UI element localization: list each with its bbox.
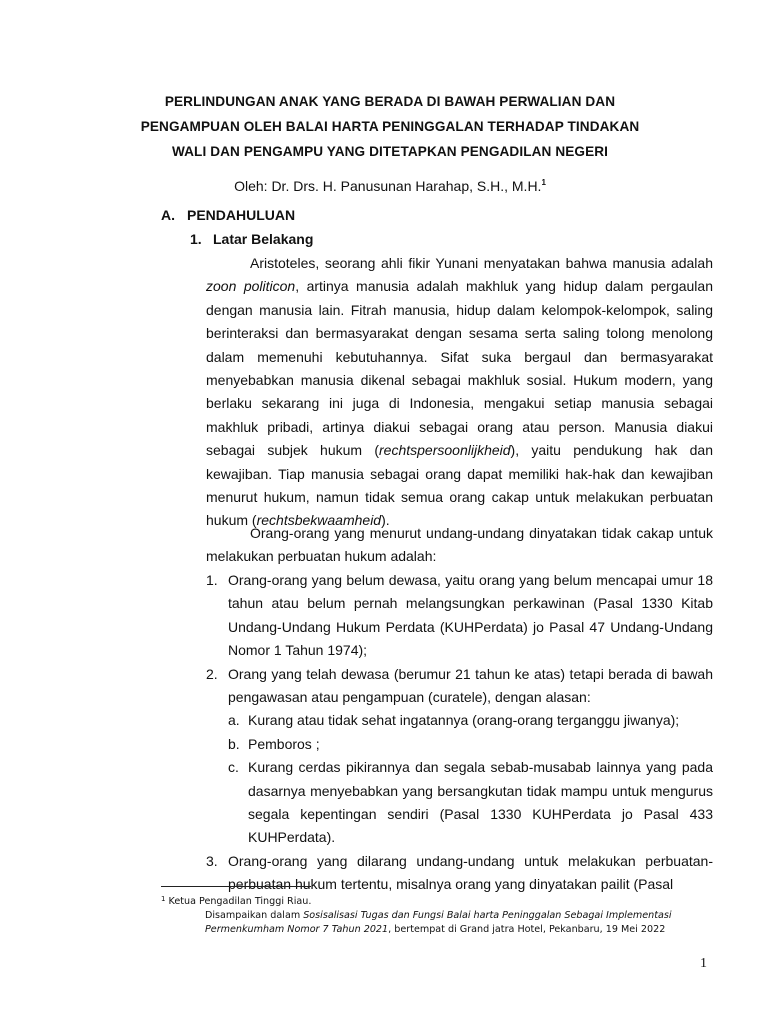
list-item-number: 1.	[206, 572, 218, 588]
para1-text-2: , artinya manusia adalah makhluk yang hidup dalam pergaulan dengan manusia lain. Fitrah manusia, hidup dalam kelompok-kelompok, saling berinteraksi dan bermasyarakat dengan sesama serta saling tolong menolong dalam memenuhi kebutuhannya. Sifat suka bergaul dan bermasyarakat menyebabkan manusia dikenal sebagai makhluk sosial. Hukum modern, yang berlaku sekarang ini juga di Indonesia, mengakui setiap manusia sebagai makhluk pribadi, artinya diakui sebagai orang atau person. Manusia diakui sebagai subjek hukum (	[206, 278, 713, 459]
list-item-text: Orang yang telah dewasa (berumur 21 tahun ke atas) tetapi berada di bawah pengawasan atau pengampuan (curatele), dengan alasan:	[228, 665, 713, 706]
para1-text-3: ), yaitu pendukung hak dan kewajiban. Tiap manusia sebagai orang dapat memiliki hak-hak dan kewajiban menurut hukum, namun tidak semua orang cakap untuk melakukan perbuatan hukum (	[206, 442, 713, 529]
paragraph-1	[206, 252, 713, 533]
title-line-3: WALI DAN PENGAMPU YANG DITETAPKAN PENGADILAN NEGERI	[171, 144, 609, 159]
list-item-number: 3.	[206, 852, 218, 869]
sub-list-item-text: Kurang atau tidak sehat ingatannya (orang-orang terganggu jiwanya);	[248, 712, 680, 729]
sub-list-item	[228, 733, 713, 756]
list-item-number: 2.	[206, 665, 218, 682]
list-item-text: Orang-orang yang belum dewasa, yaitu orang yang belum mencapai umur 18 tahun atau belum pernah melangsungkan perkawinan (Pasal 1330 Kitab Undang-Undang Hukum Perdata (KUHPerdata) jo Pasal 47 Undang-Undang Nomor 1 Tahun 1974);	[228, 572, 713, 659]
footnote-text-2-italic: Sosisalisasi Tugas dan Fungsi Balai harta Peninggalan Sebagai Implementasi Permenkumham Nomor 7 Tahun 2021	[205, 910, 672, 935]
para1-italic-3: rechtsbekwaamheid	[256, 512, 382, 529]
sub-list-item-text: Pemboros ;	[248, 735, 320, 752]
footnote-text-2-pre: Disampaikan dalam	[205, 910, 304, 921]
para1-text-1: Aristoteles, seorang ahli fikir Yunani menyatakan bahwa manusia adalah	[250, 255, 713, 271]
list-item	[206, 569, 713, 663]
sub-list-item-text: Kurang cerdas pikirannya dan segala sebab-musabab lainnya yang pada dasarnya menyebabkan yang bersangkutan tidak mampu untuk mengurus segala kepentingan sendiri (Pasal 1330 KUHPerdata jo Pasal 433 KUHPerdata).	[248, 759, 713, 846]
footnote-text-1: Ketua Pengadilan Tinggi Riau.	[165, 896, 312, 907]
sub-list	[228, 709, 713, 849]
author-footnote-mark[interactable]: 1	[541, 178, 546, 187]
subsection-heading	[190, 229, 313, 249]
footnote-mark: 1	[161, 895, 166, 903]
author-text: Oleh: Dr. Drs. H. Panusunan Harahap, S.H., M.H.	[234, 178, 542, 194]
sub-list-item-letter: a.	[228, 712, 240, 729]
section-title: PENDAHULUAN	[187, 207, 296, 223]
para1-italic-1: zoon politicon	[206, 278, 296, 295]
incapacity-list	[206, 569, 713, 897]
sub-list-item-letter: c.	[228, 759, 239, 776]
sub-list-item	[228, 709, 713, 732]
paragraph-2	[206, 522, 713, 569]
document-title	[140, 89, 640, 164]
sub-list-item	[228, 756, 713, 850]
footnote-line-2	[161, 909, 721, 937]
sub-list-item-letter: b.	[228, 735, 240, 752]
section-heading	[161, 205, 295, 225]
para2-text: Orang-orang yang menurut undang-undang dinyatakan tidak cakap untuk melakukan perbuatan hukum adalah:	[206, 525, 713, 565]
footnote	[161, 892, 721, 937]
para1-italic-2: rechtspersoonlijkheid	[379, 442, 511, 459]
footnote-line-1	[161, 892, 721, 909]
section-label: A.	[161, 207, 175, 223]
list-item	[206, 850, 713, 897]
title-line-2: PENGAMPUAN OLEH BALAI HARTA PENINGGALAN TERHADAP TINDAKAN	[140, 119, 640, 134]
para1-text-4: ).	[381, 512, 390, 529]
footnote-text-2-post: , bertempat di Grand jatra Hotel, Pekanbaru, 19 Mei 2022	[388, 924, 666, 935]
author-line	[140, 173, 640, 196]
footnote-divider	[161, 886, 311, 887]
list-item-text: Orang-orang yang dilarang undang-undang untuk melakukan perbuatan-perbuatan hukum tertentu, misalnya orang yang dinyatakan pailit (Pasal	[228, 852, 713, 893]
title-line-1: PERLINDUNGAN ANAK YANG BERADA DI BAWAH PERWALIAN DAN	[164, 94, 616, 109]
subsection-label: 1.	[190, 231, 202, 247]
subsection-title: Latar Belakang	[213, 231, 314, 247]
list-item	[206, 663, 713, 850]
page-number: 1	[700, 956, 707, 971]
